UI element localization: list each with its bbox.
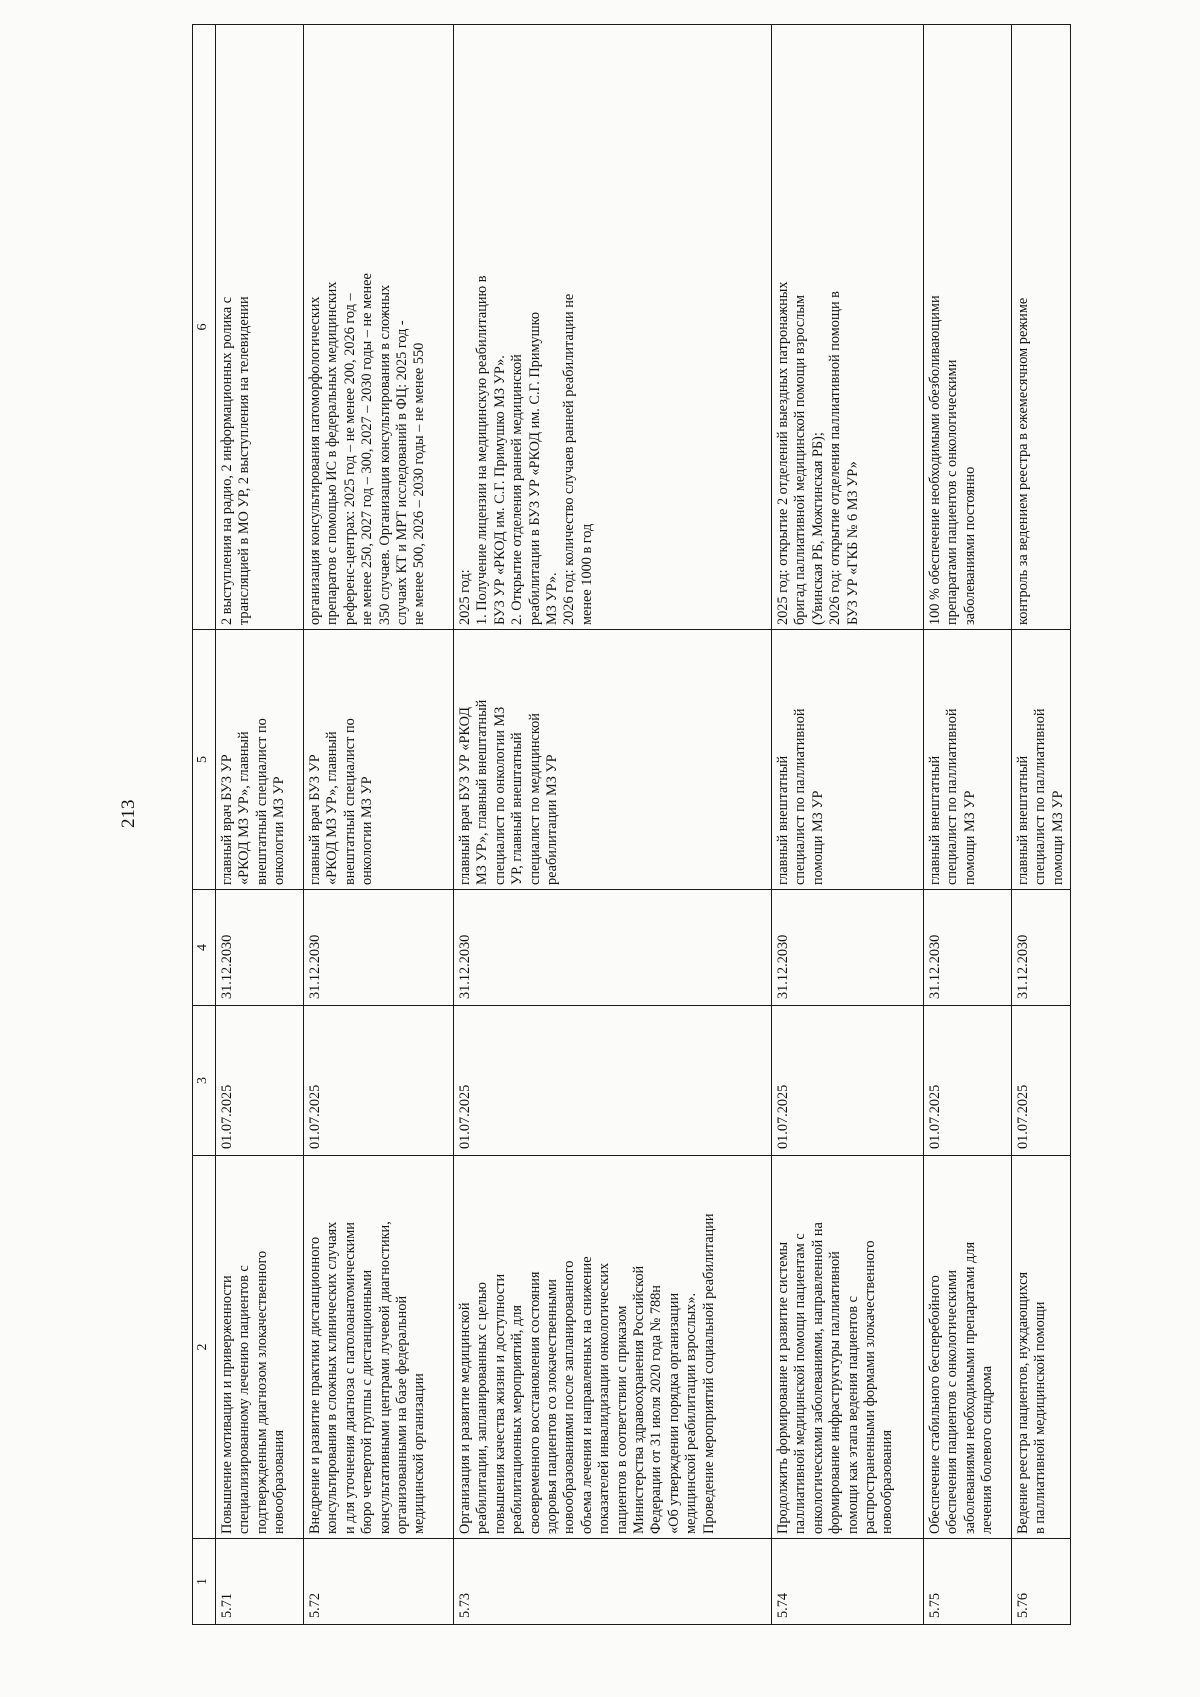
result-cell: контроль за ведением реестра в ежемесячном режиме [1012,25,1071,630]
start-date-cell: 01.07.2025 [454,1006,772,1156]
responsible-cell: главный врач БУЗ УР «РКОД МЗ УР», главный внештатный специалист по онкологии МЗ УР, главный внештатный специалист по медицинской реабилитации МЗ УР [454,630,772,890]
column-header-6: 6 [193,25,216,630]
table-row [454,25,772,1625]
responsible-cell: главный внештатный специалист по паллиативной помощи МЗ УР [924,630,1012,890]
rotated-table-wrapper [192,25,1066,1625]
header-row [193,25,216,1625]
plan-table [192,24,1071,1625]
start-date-cell: 01.07.2025 [216,1006,304,1156]
result-cell: 2025 год: 1. Получение лицензии на медицинскую реабилитацию в БУЗ УР «РКОД им. С.Г. Примушко МЗ УР». 2. Открытие отделения ранней медицинской реабилитации в БУЗ УР «РКОД им. С.Г. Примушко МЗ УР». 2026 год: количество случаев ранней реабилитации не менее 1000 в год [454,25,772,630]
row-number: 5.76 [1012,1539,1071,1625]
responsible-cell: главный врач БУЗ УР «РКОД МЗ УР», главный внештатный специалист по онкологии МЗ УР [216,630,304,890]
column-header-3: 3 [193,1006,216,1156]
start-date-cell: 01.07.2025 [772,1006,924,1156]
end-date-cell: 31.12.2030 [1012,890,1071,1006]
responsible-cell: главный внештатный специалист по паллиативной помощи МЗ УР [1012,630,1071,890]
column-header-4: 4 [193,890,216,1006]
table-row [1012,25,1071,1625]
result-cell: 100 % обеспечение необходимыми обезболивающими препаратами пациентов с онкологическими заболеваниями постоянно [924,25,1012,630]
activity-cell: Продолжить формирование и развитие системы паллиативной медицинской помощи пациентам с онкологическими заболеваниями, направленной на формирование инфраструктуры паллиативной помощи как этапа ведения пациентов с распространенными формами злокачественного новообразования [772,1156,924,1539]
activity-cell: Внедрение и развитие практики дистанционного консультирования в сложных клинических случаях и для уточнения диагноза с патолоанатомическими бюро четвертой группы с дистанционными консультативными центрами лучевой диагностики, организованными на базе федеральной медицинской организации [304,1156,454,1539]
start-date-cell: 01.07.2025 [924,1006,1012,1156]
table-row [924,25,1012,1625]
column-header-5: 5 [193,630,216,890]
end-date-cell: 31.12.2030 [924,890,1012,1006]
responsible-cell: главный внештатный специалист по паллиативной помощи МЗ УР [772,630,924,890]
row-number: 5.71 [216,1539,304,1625]
page-number: 213 [118,799,139,828]
activity-cell: Ведение реестра пациентов, нуждающихся в паллиативной медицинской помощи [1012,1156,1071,1539]
activity-cell: Повышение мотивации и приверженности специализированному лечению пациентов с подтвержденным диагнозом злокачественного новообразования [216,1156,304,1539]
table-row [772,25,924,1625]
end-date-cell: 31.12.2030 [772,890,924,1006]
column-header-1: 1 [193,1539,216,1625]
row-number: 5.73 [454,1539,772,1625]
start-date-cell: 01.07.2025 [1012,1006,1071,1156]
responsible-cell: главный врач БУЗ УР «РКОД МЗ УР», главный внештатный специалист по онкологии МЗ УР [304,630,454,890]
result-cell: организация консультирования патоморфологических препаратов с помощью ИС в федеральных медицинских референс-центрах: 2025 год – не менее 200, 2026 год – не менее 250, 2027 год – 300, 2027 – 2030 годы – не менее 350 случаев. Организация консультирования в сложных случаях КТ и МРТ исследований в ФЦ: 2025 год - не менее 500, 2026 – 2030 годы – не менее 550 [304,25,454,630]
start-date-cell: 01.07.2025 [304,1006,454,1156]
row-number: 5.75 [924,1539,1012,1625]
column-header-2: 2 [193,1156,216,1539]
activity-cell: Организация и развитие медицинской реабилитации, запланированных с целью повышения качества жизни и доступности реабилитационных мероприятий, для своевременного восстановления состояния здоровья пациентов со злокачественными новообразованиями после запланированного объема лечения и направленных на снижение показателей инвалидизации онкологических пациентов в соответствии с приказом Министерства здравоохранения Российской Федерации от 31 июля 2020 года № 788н «Об утверждении порядка организации медицинской реабилитации взрослых». Проведение мероприятий социальной реабилитации [454,1156,772,1539]
result-cell: 2 выступления на радио, 2 информационных ролика с трансляцией в МО УР, 2 выступления на телевидении [216,25,304,630]
row-number: 5.74 [772,1539,924,1625]
table-row [304,25,454,1625]
end-date-cell: 31.12.2030 [454,890,772,1006]
result-cell: 2025 год: открытие 2 отделений выездных патронажных бригад паллиативной медицинской помощи взрослым (Увинская РБ, Можгинская РБ); 2026 год: открытие отделения паллиативной помощи в БУЗ УР «ГКБ № 6 МЗ УР» [772,25,924,630]
table-row [216,25,304,1625]
end-date-cell: 31.12.2030 [304,890,454,1006]
activity-cell: Обеспечение стабильного бесперебойного обеспечения пациентов с онкологическими заболеваниями необходимыми препаратами для лечения болевого синдрома [924,1156,1012,1539]
row-number: 5.72 [304,1539,454,1625]
end-date-cell: 31.12.2030 [216,890,304,1006]
